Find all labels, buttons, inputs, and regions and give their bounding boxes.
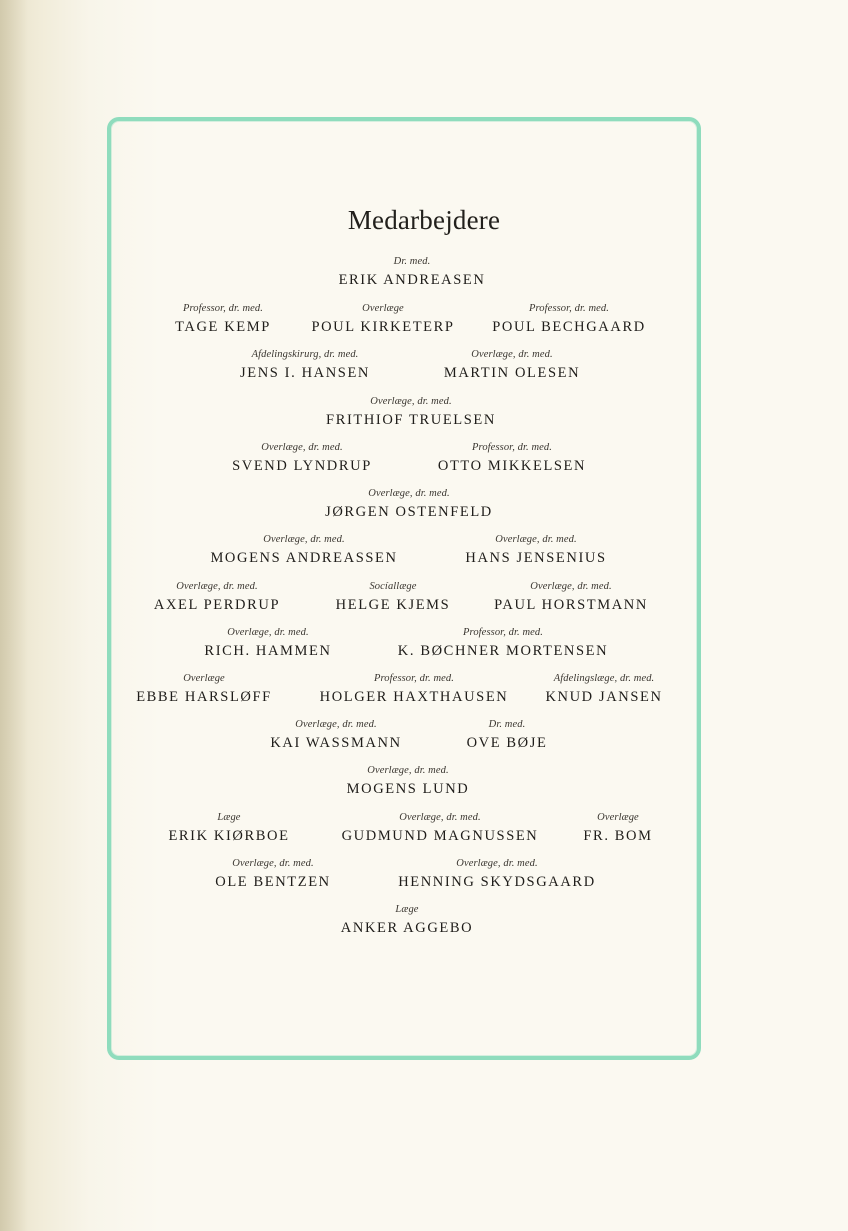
staff-entry — [136, 673, 272, 707]
staff-title: Professor, dr. med. — [183, 303, 263, 314]
staff-title: Overlæge, dr. med. — [456, 858, 538, 869]
staff-entry — [168, 812, 289, 846]
staff-name: ANKER AGGEBO — [340, 920, 474, 936]
staff-title: Overlæge, dr. med. — [370, 396, 452, 407]
staff-title: Professor, dr. med. — [529, 303, 609, 314]
staff-name: MOGENS ANDREASSEN — [210, 550, 398, 566]
staff-entry — [341, 904, 473, 938]
staff-name: HOLGER HAXTHAUSEN — [319, 689, 509, 705]
staff-title: Læge — [395, 904, 419, 915]
page-gutter-shadow — [0, 0, 28, 1231]
staff-entry — [215, 858, 330, 892]
staff-name: AXEL PERDRUP — [153, 597, 281, 613]
staff-name: POUL KIRKETERP — [311, 319, 455, 335]
staff-entry — [583, 812, 652, 846]
staff-entry — [347, 765, 470, 799]
staff-entry — [339, 256, 486, 290]
staff-title: Overlæge, dr. med. — [261, 442, 343, 453]
staff-title: Overlæge, dr. med. — [399, 812, 481, 823]
staff-entry — [326, 396, 496, 430]
staff-title: Overlæge, dr. med. — [295, 719, 377, 730]
staff-entry — [325, 488, 493, 522]
staff-name: MOGENS LUND — [346, 781, 470, 797]
staff-name: MARTIN OLESEN — [443, 365, 581, 381]
staff-title: Professor, dr. med. — [374, 673, 454, 684]
staff-title: Socíallæge — [369, 581, 417, 592]
staff-title: Overlæge, dr. med. — [367, 765, 449, 776]
staff-name: EBBE HARSLØFF — [136, 689, 272, 705]
staff-name: OTTO MIKKELSEN — [437, 458, 587, 474]
staff-entry — [438, 442, 586, 476]
staff-entry — [545, 673, 662, 707]
staff-title: Overlæge — [183, 673, 225, 684]
staff-name: JØRGEN OSTENFELD — [325, 504, 493, 520]
staff-title: Overlæge, dr. med. — [530, 581, 612, 592]
staff-entry — [398, 858, 596, 892]
staff-entry — [210, 534, 397, 568]
staff-title: Overlæge, dr. med. — [495, 534, 577, 545]
staff-entry — [175, 303, 271, 337]
staff-title: Overlæge, dr. med. — [176, 581, 258, 592]
staff-entry — [336, 581, 451, 615]
staff-name: SVEND LYNDRUP — [232, 458, 372, 474]
staff-entry — [398, 627, 608, 661]
staff-title: Overlæge, dr. med. — [368, 488, 450, 499]
staff-title: Læge — [217, 812, 241, 823]
staff-name: HANS JENSENIUS — [465, 550, 607, 566]
staff-name: K. BØCHNER MORTENSEN — [397, 643, 609, 659]
staff-entry — [240, 349, 370, 383]
staff-entry — [320, 673, 509, 707]
staff-name: PAUL HORSTMANN — [494, 597, 648, 613]
staff-title: Afdelingskirurg, dr. med. — [251, 349, 359, 360]
staff-title: Dr. med. — [488, 719, 526, 730]
staff-name: KAI WASSMANN — [270, 735, 402, 751]
page-heading: Medarbejdere — [347, 205, 501, 235]
staff-name: HENNING SKYDSGAARD — [398, 874, 596, 890]
staff-entry — [465, 534, 606, 568]
staff-name: HELGE KJEMS — [335, 597, 451, 613]
staff-title: Professor, dr. med. — [463, 627, 543, 638]
staff-entry — [270, 719, 401, 753]
staff-title: Overlæge, dr. med. — [471, 349, 553, 360]
staff-entry — [311, 303, 454, 337]
staff-title: Overlæge, dr. med. — [227, 627, 309, 638]
staff-name: ERIK KIØRBOE — [168, 828, 290, 844]
staff-name: OVE BØJE — [466, 735, 548, 751]
staff-title: Overlæge — [362, 303, 404, 314]
staff-entry — [204, 627, 331, 661]
staff-title: Overlæge, dr. med. — [263, 534, 345, 545]
staff-name: GUDMUND MAGNUSSEN — [341, 828, 539, 844]
staff-name: FR. BOM — [583, 828, 653, 844]
staff-name: RICH. HAMMEN — [204, 643, 332, 659]
staff-name: JENS I. HANSEN — [240, 365, 370, 381]
staff-name: FRITHIOF TRUELSEN — [326, 412, 496, 428]
staff-name: TAGE KEMP — [175, 319, 271, 335]
staff-entry — [232, 442, 372, 476]
staff-name: OLE BENTZEN — [215, 874, 331, 890]
staff-entry — [494, 581, 648, 615]
staff-title: Overlæge, dr. med. — [232, 858, 314, 869]
staff-name: POUL BECHGAARD — [492, 319, 646, 335]
staff-entry — [444, 349, 580, 383]
staff-entry — [492, 303, 646, 337]
staff-entry — [342, 812, 539, 846]
staff-entry — [154, 581, 280, 615]
staff-name: KNUD JANSEN — [545, 689, 663, 705]
staff-title: Overlæge — [597, 812, 639, 823]
staff-entry — [467, 719, 548, 753]
staff-title: Professor, dr. med. — [472, 442, 552, 453]
staff-title: Afdelingslæge, dr. med. — [553, 673, 655, 684]
staff-name: ERIK ANDREASEN — [338, 272, 486, 288]
staff-title: Dr. med. — [393, 256, 431, 267]
